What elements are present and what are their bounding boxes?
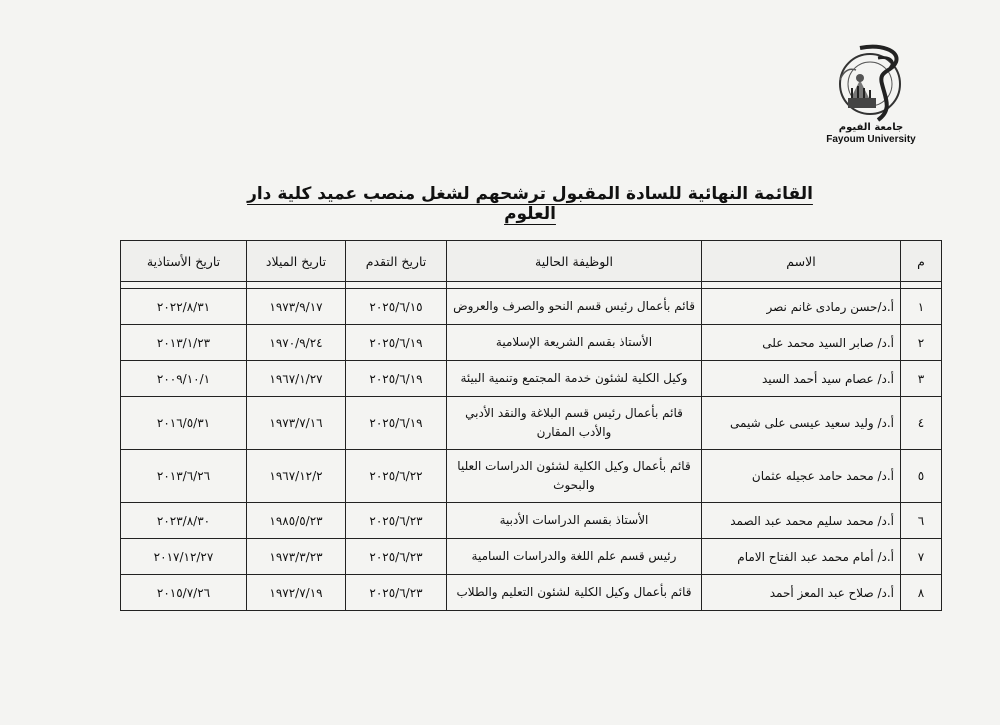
table-row — [121, 450, 942, 503]
page-title: القائمة النهائية للسادة المقبول ترشحهم لشغل منصب عميد كلية دار العلوم — [247, 184, 813, 224]
university-emblem-icon — [830, 40, 912, 124]
cell-birth-date: ١٩٧٣/٩/١٧ — [247, 289, 346, 325]
cell-name: أ.د/ صلاح عبد المعز أحمد — [702, 575, 901, 611]
cell-birth-date: ١٩٨٥/٥/٢٣ — [247, 503, 346, 539]
cell-job: قائم بأعمال وكيل الكلية لشئون التعليم والطلاب — [447, 575, 702, 611]
table-row — [121, 503, 942, 539]
university-name-arabic: جامعة الفيوم — [838, 122, 904, 133]
cell-name: أ.د/ صابر السيد محمد على — [702, 325, 901, 361]
cell-professorship-date: ٢٠١٣/١/٢٣ — [121, 325, 247, 361]
cell-num: ٥ — [901, 450, 942, 503]
table-row — [121, 289, 942, 325]
cell-birth-date: ١٩٧٠/٩/٢٤ — [247, 325, 346, 361]
cell-applied-date: ٢٠٢٥/٦/١٩ — [346, 397, 447, 450]
cell-applied-date: ٢٠٢٥/٦/٢٣ — [346, 539, 447, 575]
cell-birth-date: ١٩٦٧/١/٢٧ — [247, 361, 346, 397]
cell-applied-date: ٢٠٢٥/٦/١٩ — [346, 325, 447, 361]
cell-name: أ.د/ محمد حامد عجيله عثمان — [702, 450, 901, 503]
header-num: م — [901, 241, 942, 282]
table-gap — [121, 282, 942, 289]
table-row — [121, 325, 942, 361]
header-professorship: تاريخ الأستاذية — [121, 241, 247, 282]
cell-professorship-date: ٢٠٢٣/٨/٣٠ — [121, 503, 247, 539]
cell-name: أ.د/ عصام سيد أحمد السيد — [702, 361, 901, 397]
cell-applied-date: ٢٠٢٥/٦/٢٢ — [346, 450, 447, 503]
table-row — [121, 539, 942, 575]
cell-num: ٤ — [901, 397, 942, 450]
header-applied: تاريخ التقدم — [346, 241, 447, 282]
university-name-english: Fayoum University — [826, 134, 916, 145]
cell-applied-date: ٢٠٢٥/٦/١٩ — [346, 361, 447, 397]
cell-name: أ.د/ وليد سعيد عيسى على شيمى — [702, 397, 901, 450]
cell-birth-date: ١٩٧٣/٣/٢٣ — [247, 539, 346, 575]
cell-num: ٣ — [901, 361, 942, 397]
table-header-row — [121, 241, 942, 282]
header-job: الوظيفة الحالية — [447, 241, 702, 282]
table-body — [121, 282, 942, 611]
cell-num: ١ — [901, 289, 942, 325]
cell-professorship-date: ٢٠١٧/١٢/٢٧ — [121, 539, 247, 575]
cell-num: ٦ — [901, 503, 942, 539]
cell-job: الأستاذ بقسم الشريعة الإسلامية — [447, 325, 702, 361]
cell-professorship-date: ٢٠٢٢/٨/٣١ — [121, 289, 247, 325]
cell-job: الأستاذ بقسم الدراسات الأدبية — [447, 503, 702, 539]
cell-birth-date: ١٩٧٣/٧/١٦ — [247, 397, 346, 450]
table-row — [121, 361, 942, 397]
cell-applied-date: ٢٠٢٥/٦/٢٣ — [346, 503, 447, 539]
cell-professorship-date: ٢٠١٥/٧/٢٦ — [121, 575, 247, 611]
cell-num: ٨ — [901, 575, 942, 611]
cell-job: قائم بأعمال وكيل الكلية لشئون الدراسات العليا والبحوث — [447, 450, 702, 503]
table-row — [121, 397, 942, 450]
university-logo — [826, 40, 916, 152]
cell-applied-date: ٢٠٢٥/٦/١٥ — [346, 289, 447, 325]
cell-name: أ.د/ محمد سليم محمد عبد الصمد — [702, 503, 901, 539]
header-name: الاسم — [702, 241, 901, 282]
cell-name: أ.د/ أمام محمد عبد الفتاح الامام — [702, 539, 901, 575]
cell-applied-date: ٢٠٢٥/٦/٢٣ — [346, 575, 447, 611]
header-birth: تاريخ الميلاد — [247, 241, 346, 282]
cell-name: أ.د/حسن رمادى غانم نصر — [702, 289, 901, 325]
cell-num: ٢ — [901, 325, 942, 361]
cell-job: قائم بأعمال رئيس قسم البلاغة والنقد الأدبي والأدب المقارن — [447, 397, 702, 450]
candidates-table — [120, 240, 942, 611]
cell-professorship-date: ٢٠١٣/٦/٢٦ — [121, 450, 247, 503]
cell-birth-date: ١٩٧٢/٧/١٩ — [247, 575, 346, 611]
cell-professorship-date: ٢٠١٦/٥/٣١ — [121, 397, 247, 450]
cell-professorship-date: ٢٠٠٩/١٠/١ — [121, 361, 247, 397]
cell-job: وكيل الكلية لشئون خدمة المجتمع وتنمية البيئة — [447, 361, 702, 397]
cell-num: ٧ — [901, 539, 942, 575]
cell-birth-date: ١٩٦٧/١٢/٢ — [247, 450, 346, 503]
cell-job: رئيس قسم علم اللغة والدراسات السامية — [447, 539, 702, 575]
table-row — [121, 575, 942, 611]
cell-job: قائم بأعمال رئيس قسم النحو والصرف والعروض — [447, 289, 702, 325]
